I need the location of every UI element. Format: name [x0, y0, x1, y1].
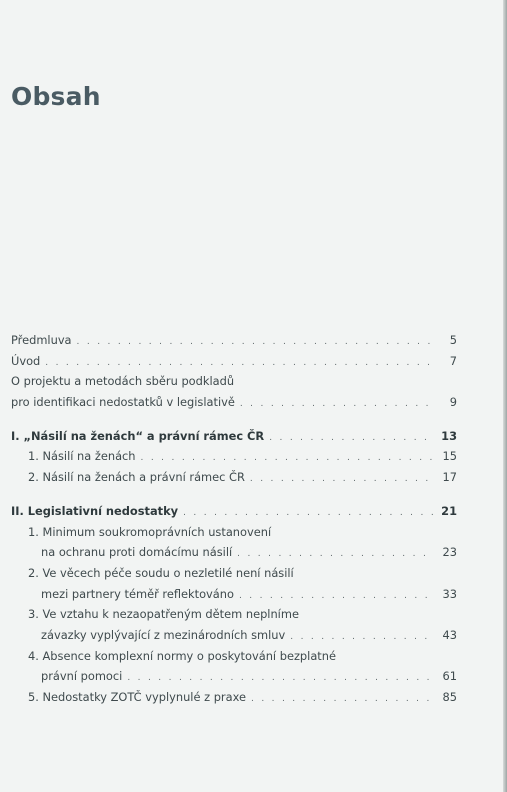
dot-leader — [290, 627, 433, 648]
dot-leader — [237, 544, 433, 565]
dot-leader — [183, 503, 433, 524]
toc-entry-label: 2. Ve věcech péče soudu o nezletilé není násilí — [28, 565, 294, 580]
dot-leader — [77, 332, 433, 353]
toc-entry-label: mezi partnery téměř reflektováno — [41, 586, 234, 601]
toc-page-number: 61 — [442, 669, 457, 684]
toc-entry-1-2[interactable] — [11, 467, 457, 488]
dot-leader — [250, 469, 433, 490]
dot-leader — [45, 353, 433, 374]
toc-entry-uvod[interactable] — [11, 351, 457, 372]
dot-leader — [127, 668, 433, 689]
toc-entry-predmluva[interactable] — [11, 330, 457, 351]
toc-entry-label: Úvod — [11, 353, 41, 368]
toc-entry-label: 4. Absence komplexní normy o poskytování bezplatné — [28, 648, 336, 663]
toc-entry-label: závazky vyplývající z mezinárodních smluv — [41, 627, 286, 642]
toc-entry-label: 3. Ve vztahu k nezaopatřeným dětem neplníme — [28, 607, 299, 622]
dot-leader — [240, 394, 433, 415]
dot-leader — [251, 689, 433, 710]
toc-page-number: 23 — [442, 545, 457, 560]
toc-part-label: I. „Násilí na ženách“ a právní rámec ČR — [11, 428, 265, 443]
toc-entry-label: 2. Násilí na ženách a právní rámec ČR — [28, 470, 245, 485]
toc-entry-2-2-line2[interactable] — [11, 584, 457, 605]
toc-entry-2-4-line1[interactable] — [11, 646, 457, 667]
toc-entry-2-2-line1[interactable] — [11, 563, 457, 584]
toc-entry-label: O projektu a metodách sběru podkladů — [11, 374, 235, 389]
toc-part-label: II. Legislativní nedostatky — [11, 503, 179, 518]
table-of-contents — [11, 330, 457, 708]
toc-entry-2-1-line1[interactable] — [11, 522, 457, 543]
toc-entry-2-1-line2[interactable] — [11, 542, 457, 563]
toc-entry-2-3-line1[interactable] — [11, 604, 457, 625]
toc-page-number: 13 — [441, 428, 457, 443]
toc-entry-label: Předmluva — [11, 333, 72, 347]
page-edge — [503, 0, 507, 792]
toc-page-number: 17 — [442, 470, 457, 485]
toc-page-number: 15 — [442, 449, 457, 464]
toc-entry-2-4-line2[interactable] — [11, 666, 457, 687]
toc-entry-1-1[interactable] — [11, 446, 457, 467]
toc-entry-label: právní pomoci — [41, 669, 123, 684]
dot-leader — [269, 428, 433, 449]
toc-entry-label: 1. Minimum soukromoprávních ustanovení — [28, 524, 272, 539]
toc-page-number: 21 — [441, 503, 457, 518]
toc-entry-2-5[interactable] — [11, 687, 457, 708]
toc-entry-label: 5. Nedostatky ZOTČ vyplynulé z praxe — [28, 690, 246, 704]
toc-entry-label: na ochranu proti domácímu násilí — [41, 545, 233, 560]
toc-page-number: 33 — [442, 586, 457, 601]
dot-leader — [239, 586, 433, 607]
dot-leader — [141, 448, 433, 469]
toc-page-number: 5 — [449, 333, 457, 347]
toc-part-2[interactable] — [11, 501, 457, 522]
toc-page-number: 43 — [442, 627, 457, 642]
toc-entry-projekt-line1[interactable] — [11, 371, 457, 392]
toc-page-number: 9 — [449, 395, 457, 410]
toc-part-1[interactable] — [11, 426, 457, 447]
toc-entry-label: pro identifikaci nedostatků v legislativě — [11, 395, 235, 410]
toc-page-number: 85 — [442, 690, 457, 704]
toc-page-number: 7 — [449, 353, 457, 368]
toc-entry-projekt-line2[interactable] — [11, 392, 457, 413]
page-title: Obsah — [11, 82, 101, 111]
toc-entry-label: 1. Násilí na ženách — [28, 449, 136, 464]
toc-entry-2-3-line2[interactable] — [11, 625, 457, 646]
